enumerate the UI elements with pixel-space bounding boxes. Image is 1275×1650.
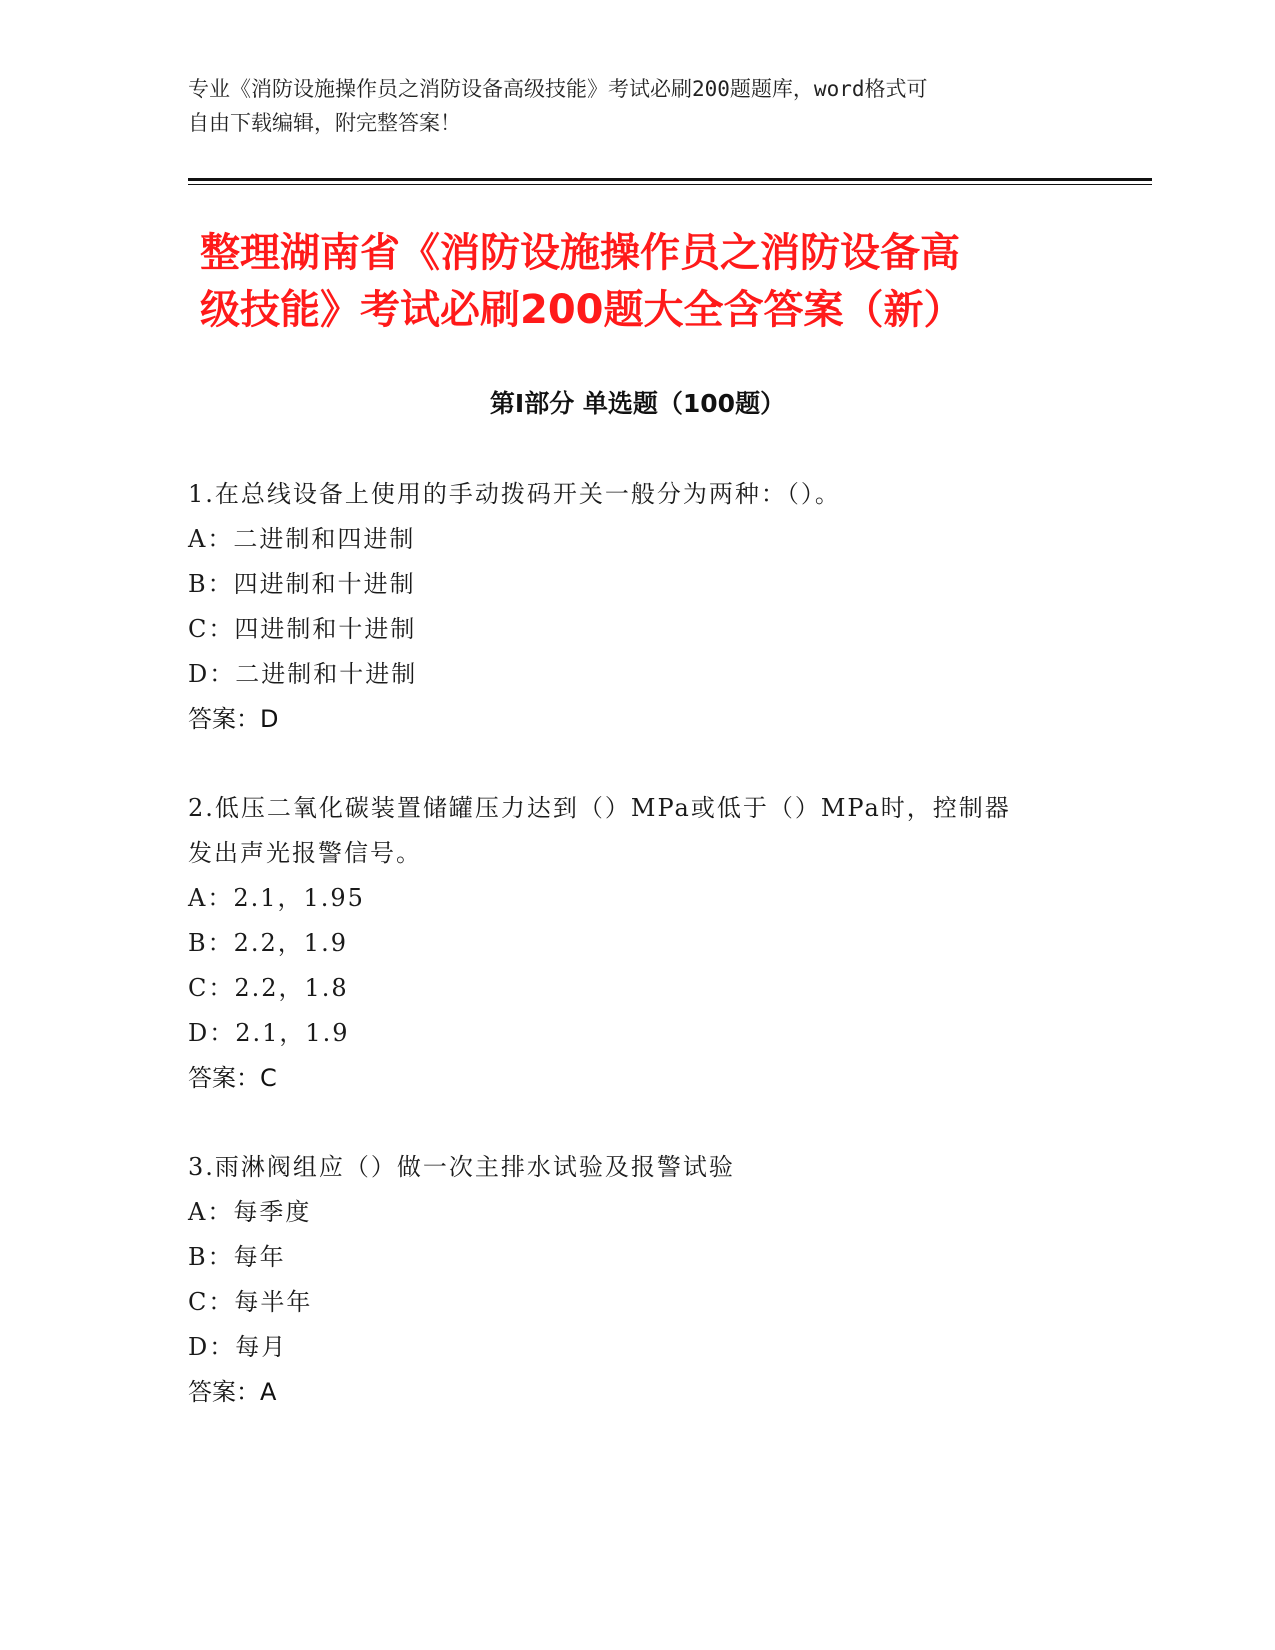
question-stem-continued: 发出声光报警信号。 [188,839,422,867]
option-d: D：二进制和十进制 [188,660,418,688]
section-heading: 第Ⅰ部分 单选题（100题） [489,389,786,418]
question-3 [188,1145,1078,1415]
header-note-line-2: 自由下载编辑，附完整答案！ [188,111,461,135]
question-list [188,472,1078,1459]
option-b: B：四进制和十进制 [188,570,416,598]
question-2 [188,786,1078,1101]
option-c: C：2.2，1.8 [188,974,349,1002]
option-c: C：四进制和十进制 [188,615,417,643]
option-a: A：每季度 [188,1198,312,1226]
answer: 答案：D [188,705,279,733]
question-stem: 2.低压二氧化碳装置储罐压力达到（）MPa或低于（）MPa时，控制器 [188,794,1011,822]
header-note-line-1: 专业《消防设施操作员之消防设备高级技能》考试必刷200题题库，word格式可 [188,77,928,101]
question-stem: 1.在总线设备上使用的手动拨码开关一般分为两种：（）。 [188,480,841,508]
question-stem: 3.雨淋阀组应（）做一次主排水试验及报警试验 [188,1153,735,1181]
option-d: D：2.1，1.9 [188,1019,350,1047]
document-title-line-2: 级技能》考试必刷200题大全含答案（新） [200,287,964,333]
answer: 答案：A [188,1378,277,1406]
header-divider-thin [188,184,1152,185]
question-1 [188,472,1078,742]
header-note [188,72,1068,140]
option-b: B：2.2，1.9 [188,929,348,957]
option-d: D：每月 [188,1333,288,1361]
option-c: C：每半年 [188,1288,313,1316]
document-title [200,225,1100,339]
answer: 答案：C [188,1064,277,1092]
header-divider-thick [188,178,1152,181]
option-a: A：二进制和四进制 [188,525,416,553]
option-b: B：每年 [188,1243,286,1271]
document-title-line-1: 整理湖南省《消防设施操作员之消防设备高 [200,230,960,276]
option-a: A：2.1，1.95 [188,884,365,912]
